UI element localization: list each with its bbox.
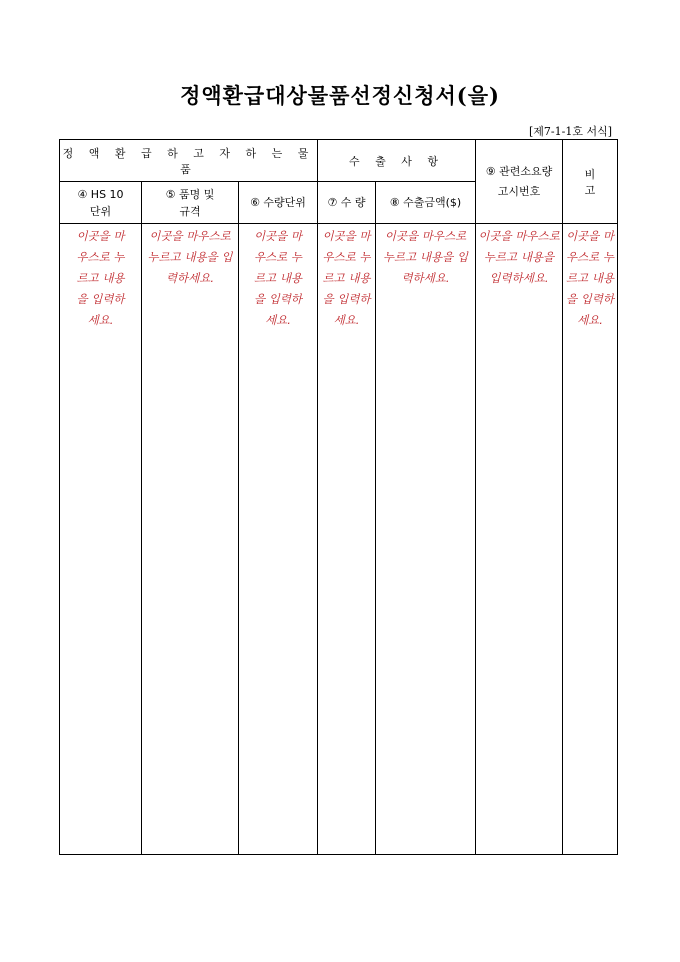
header-export-amount: ⑧ 수출금액($)	[376, 182, 476, 224]
form-number: [제7-1-1호 서식]	[528, 125, 612, 138]
header-hs-code: ④ HS 10단위	[60, 182, 142, 224]
refund-goods-table	[59, 139, 618, 855]
placeholder-text[interactable]: 이곳을 마우스로 누르고 내용을 입력하세요.	[382, 229, 469, 285]
header-export-group: 수 출 사 항	[318, 140, 476, 182]
quantity-cell[interactable]	[318, 224, 376, 855]
form-title: 정액환급대상물품선정신청서(을)	[180, 83, 500, 108]
header-notice-number: ⑨ 관련소요량 고시번호	[476, 140, 563, 224]
remarks-cell[interactable]	[563, 224, 618, 855]
placeholder-text[interactable]: 이곳을 마우스로 누르고 내용을 입력하세요.	[565, 229, 615, 327]
hs-code-cell[interactable]	[60, 224, 142, 855]
quantity-unit-cell[interactable]	[239, 224, 318, 855]
header-item-name: ⑤ 품명 및 규격	[142, 182, 239, 224]
export-amount-cell[interactable]	[376, 224, 476, 855]
header-goods-group: 정 액 환 급 하 고 자 하 는 물 품	[60, 140, 318, 182]
placeholder-text[interactable]: 이곳을 마우스로 누르고 내용을 입력하세요.	[322, 229, 371, 327]
header-quantity-unit: ⑥ 수량단위	[239, 182, 318, 224]
placeholder-text[interactable]: 이곳을 마우스로 누르고 내용을 입력하세요.	[478, 229, 560, 285]
placeholder-text[interactable]: 이곳을 마우스로 누르고 내용을 입력하세요.	[147, 229, 233, 285]
header-remarks: 비 고	[563, 140, 618, 224]
header-quantity: ⑦ 수 량	[318, 182, 376, 224]
item-name-cell[interactable]	[142, 224, 239, 855]
notice-number-cell[interactable]	[476, 224, 563, 855]
placeholder-text[interactable]: 이곳을 마우스로 누르고 내용을 입력하세요.	[76, 229, 125, 327]
placeholder-text[interactable]: 이곳을 마우스로 누르고 내용을 입력하세요.	[253, 229, 303, 327]
